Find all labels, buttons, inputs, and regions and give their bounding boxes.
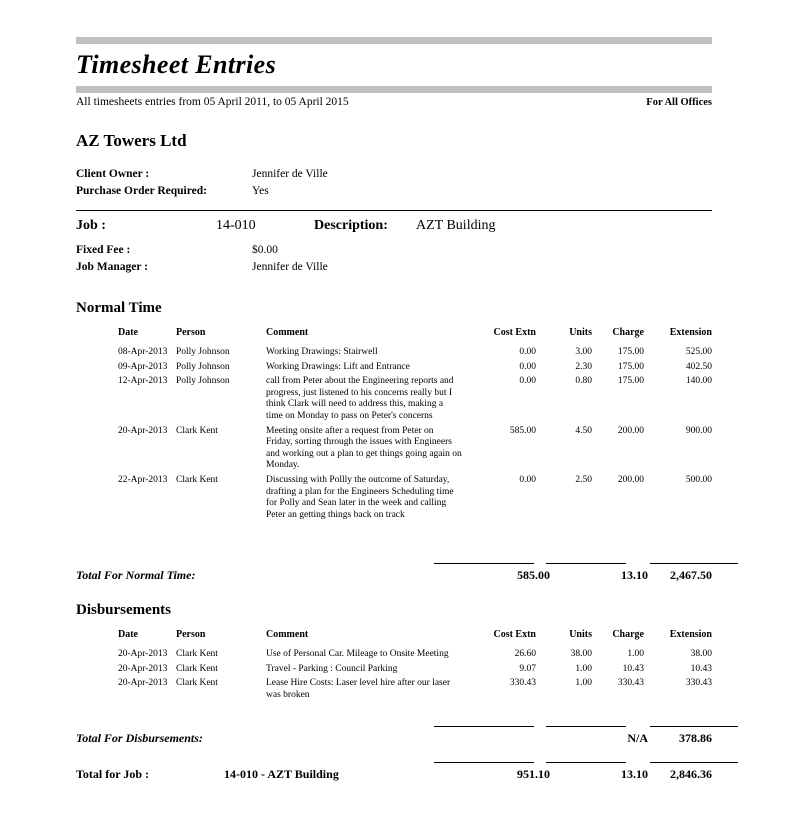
client-owner-row [76,166,328,183]
cell-charge: 175.00 [617,361,644,372]
client-details-block [76,166,328,200]
column-header-date: Date [118,629,138,640]
cell-comment: Travel - Parking : Council Parking [266,663,398,674]
job-total-row [76,767,712,787]
cell-charge: 175.00 [617,347,644,357]
cell-date: 09-Apr-2013 [118,361,168,372]
cell-charge: 10.43 [622,663,644,674]
cell-date: 20-Apr-2013 [118,663,168,674]
cell-charge: 200.00 [617,425,644,436]
normal-time-total-rule-units [546,563,626,564]
cell-extension: 38.00 [690,649,712,659]
column-header-units: Units [569,327,592,338]
cell-person: Polly Johnson [176,376,230,387]
cell-date: 20-Apr-2013 [118,425,168,436]
cell-comment: Discussing with Pollly the outcome of Saturday, drafting a plan for the Engineers Scheduling time for Polly and Sean later in the week and calling Peter an getting things back on track [266,474,454,520]
cell-person: Polly Johnson [176,347,230,357]
cell-extension: 140.00 [685,376,712,387]
cell-date: 08-Apr-2013 [118,347,168,357]
job-total-rule-units [546,762,626,763]
job-description-value: AZT Building [416,218,496,233]
job-manager-label: Job Manager : [76,261,148,273]
table-row [118,346,712,361]
job-total-rule-extension [650,762,738,763]
normal-time-total-cost-extn: 585.00 [517,568,550,582]
column-header-charge: Charge [612,327,644,338]
cell-person: Clark Kent [176,678,218,689]
column-header-units: Units [569,629,592,640]
job-manager-row [76,259,328,276]
purchase-order-required-row [76,183,328,200]
client-name: AZ Towers Ltd [76,131,187,150]
cell-date: 22-Apr-2013 [118,474,168,485]
job-section-divider [76,210,712,211]
column-header-person: Person [176,327,206,338]
cell-person: Polly Johnson [176,361,230,372]
cell-date: 20-Apr-2013 [118,649,168,659]
table-row [118,648,712,663]
fixed-fee-label: Fixed Fee : [76,244,131,256]
column-header-comment: Comment [266,629,309,640]
purchase-order-required-label: Purchase Order Required: [76,185,207,197]
cell-units: 3.00 [575,347,592,357]
table-row [118,425,712,474]
column-header-cost-extn: Cost Extn [493,629,536,640]
fixed-fee-value: $0.00 [252,244,278,256]
column-header-charge: Charge [612,629,644,640]
cell-units: 0.80 [575,376,592,387]
cell-extension: 10.43 [690,663,712,674]
job-manager-value: Jennifer de Ville [252,261,328,273]
job-total-subject: 14-010 - AZT Building [224,767,339,781]
cell-extension: 900.00 [685,425,712,436]
cell-person: Clark Kent [176,425,218,436]
cell-cost-extn: 0.00 [519,347,536,357]
column-header-extension: Extension [669,629,712,640]
report-date-range: All timesheets entries from 05 April 2011, to 05 April 2015 [76,96,349,108]
disbursements-total-rule-extension [650,726,738,727]
column-header-comment: Comment [266,327,309,338]
cell-cost-extn: 0.00 [519,361,536,372]
normal-time-table [118,327,712,523]
cell-comment: Use of Personal Car. Mileage to Onsite Meeting [266,649,449,659]
normal-time-total-units: 13.10 [621,568,648,582]
column-header-date: Date [118,327,138,338]
cell-comment: call from Peter about the Engineering reports and progress, just listened to his concerns really but I think Clark will need to address this, making a time on Monday to pass on Peter's concerns [266,376,454,421]
client-owner-label: Client Owner : [76,168,150,180]
normal-time-total-rule-cost [434,563,534,564]
cell-person: Clark Kent [176,474,218,485]
job-total-extension: 2,846.36 [670,767,712,781]
disbursements-total-units: N/A [627,731,648,745]
column-header-person: Person [176,629,206,640]
cell-units: 38.00 [570,649,592,659]
purchase-order-required-value: Yes [252,185,269,197]
cell-comment: Meeting onsite after a request from Peter on Friday, sorting through the issues with Engineers and working out a plan to get things going again on Monday. [266,425,462,471]
cell-units: 1.00 [575,663,592,674]
cell-extension: 330.43 [685,678,712,689]
cell-person: Clark Kent [176,649,218,659]
cell-cost-extn: 26.60 [514,649,536,659]
disbursements-total-label: Total For Disbursements: [76,731,203,745]
job-total-rule-cost [434,762,534,763]
table-row [118,474,712,523]
cell-person: Clark Kent [176,663,218,674]
header-divider-bar-top [76,37,712,44]
cell-units: 2.30 [575,361,592,372]
cell-charge: 175.00 [617,376,644,387]
disbursements-table [118,629,712,703]
table-row [118,361,712,376]
disbursements-total-rule-units [546,726,626,727]
cell-charge: 200.00 [617,474,644,485]
cell-comment: Working Drawings: Lift and Entrance [266,361,410,372]
report-subtitle-row [76,96,712,108]
cell-extension: 402.50 [685,361,712,372]
cell-units: 2.50 [575,474,592,485]
table-row [118,375,712,424]
job-details-block [76,242,328,276]
cell-comment: Working Drawings: Stairwell [266,347,378,357]
header-divider-bar-middle [76,86,712,93]
cell-cost-extn: 0.00 [519,474,536,485]
job-number: 14-010 [216,218,256,233]
cell-charge: 1.00 [627,649,644,659]
cell-extension: 500.00 [685,474,712,485]
normal-time-total-rule-extension [650,563,738,564]
cell-cost-extn: 330.43 [509,678,536,689]
cell-cost-extn: 9.07 [519,663,536,674]
column-header-cost-extn: Cost Extn [493,327,536,338]
cell-units: 4.50 [575,425,592,436]
cell-comment: Lease Hire Costs: Laser level hire after our laser was broken [266,678,451,700]
job-total-label: Total for Job : [76,767,150,781]
disbursements-header-row [118,629,712,648]
cell-cost-extn: 0.00 [519,376,536,387]
disbursements-total-rule-cost [434,726,534,727]
job-total-units: 13.10 [621,767,648,781]
office-scope-label: For All Offices [646,97,712,108]
job-total-cost-extn: 951.10 [517,767,550,781]
table-row [118,663,712,678]
disbursements-body [118,648,712,703]
job-label: Job : [76,218,106,233]
cell-cost-extn: 585.00 [509,425,536,436]
normal-time-body [118,346,712,523]
disbursements-total-row [76,731,712,751]
normal-time-total-extension: 2,467.50 [670,568,712,582]
section-title-disbursements: Disbursements [76,602,172,618]
normal-time-total-label: Total For Normal Time: [76,568,196,582]
column-header-extension: Extension [669,327,712,338]
cell-charge: 330.43 [617,678,644,689]
disbursements-total-extension: 378.86 [679,731,712,745]
job-description-label: Description: [314,218,388,233]
page-title: Timesheet Entries [76,50,277,79]
normal-time-total-row [76,568,712,588]
fixed-fee-row [76,242,328,259]
section-title-normal-time: Normal Time [76,300,162,316]
cell-date: 12-Apr-2013 [118,376,168,387]
table-row [118,677,712,703]
cell-extension: 525.00 [685,347,712,357]
cell-units: 1.00 [575,678,592,689]
normal-time-header-row [118,327,712,346]
client-owner-value: Jennifer de Ville [252,168,328,180]
cell-date: 20-Apr-2013 [118,678,168,689]
